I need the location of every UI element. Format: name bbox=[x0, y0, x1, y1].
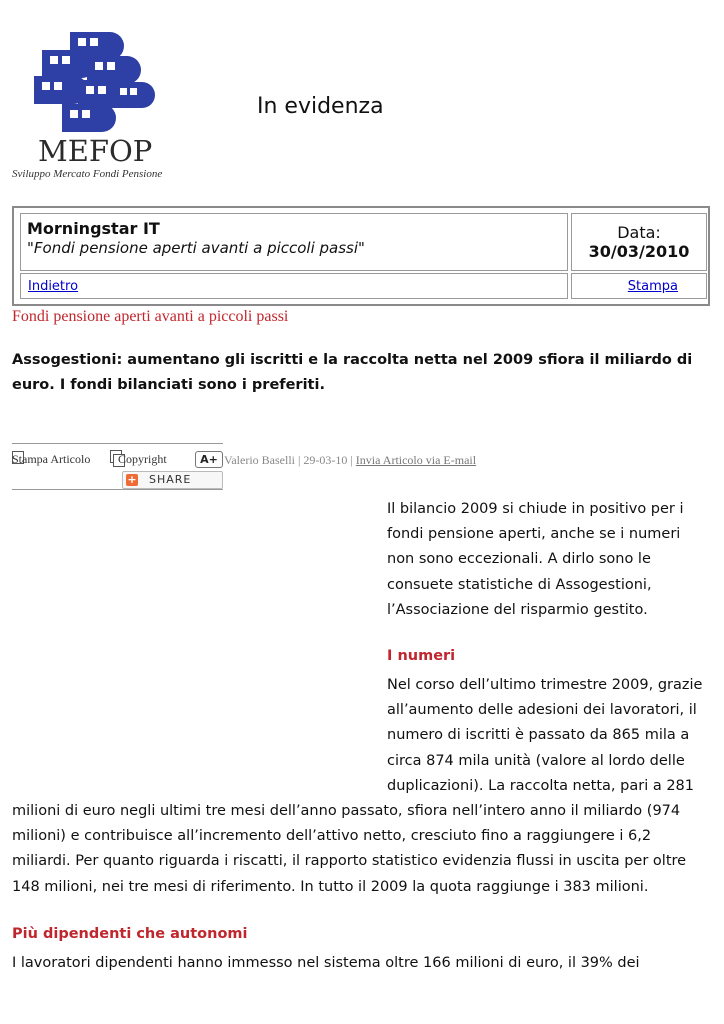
section-heading-employees: Più dipendenti che autonomi bbox=[12, 926, 248, 942]
section-heading-numbers: I numeri bbox=[387, 648, 456, 664]
byline-text: Valerio Baselli | 29-03-10 | bbox=[224, 453, 356, 467]
back-link[interactable]: Indietro bbox=[28, 279, 79, 294]
share-button[interactable] bbox=[122, 471, 223, 489]
quoted-title bbox=[27, 239, 365, 257]
paragraph-numbers-wide bbox=[12, 799, 722, 900]
date-value: 30/03/2010 bbox=[588, 242, 690, 261]
font-size-button[interactable]: A+ bbox=[195, 451, 223, 468]
quoted-title-text: Fondi pensione aperti avanti a piccoli passi bbox=[33, 239, 359, 257]
date-cell bbox=[571, 213, 707, 271]
text-line: numero di iscritti è passato da 865 mila a bbox=[387, 727, 690, 744]
source-cell bbox=[20, 213, 568, 271]
text-line: Il bilancio 2009 si chiude in positivo per i bbox=[387, 501, 684, 517]
byline bbox=[224, 453, 476, 468]
article-title: Fondi pensione aperti avanti a piccoli passi bbox=[12, 308, 289, 325]
back-cell bbox=[20, 273, 568, 299]
text-line: circa 874 mila unità (valore al lordo delle bbox=[387, 752, 685, 769]
text-line: all’aumento delle adesioni dei lavoratori, il bbox=[387, 702, 697, 719]
paragraph-employees: I lavoratori dipendenti hanno immesso nel sistema oltre 166 milioni di euro, il 39% dei bbox=[12, 955, 640, 971]
text-line: milioni) e contribuisce all’incremento dell’attivo netto, cresciuto fino a raggiungere i 6,2 bbox=[12, 828, 652, 845]
logo-wordmark: MEFOP bbox=[38, 134, 153, 168]
lead-line: Assogestioni: aumentano gli iscritti e la raccolta netta nel 2009 sfiora il miliardo di bbox=[12, 352, 693, 368]
paragraph-intro bbox=[387, 497, 717, 623]
print-article-link[interactable]: Stampa Articolo bbox=[12, 452, 91, 466]
share-plus-icon: + bbox=[127, 473, 137, 486]
toolbar-divider-bottom bbox=[12, 489, 223, 490]
logo-tagline: Sviluppo Mercato Fondi Pensione bbox=[12, 168, 163, 180]
article-header-box bbox=[12, 206, 710, 306]
text-line: milioni di euro negli ultimi tre mesi dell’anno passato, sfiora nell’intero anno il miliardo (974 bbox=[12, 803, 681, 819]
text-line: fondi pensione aperti, anche se i numeri bbox=[387, 526, 681, 543]
share-label: SHARE bbox=[149, 473, 192, 486]
article-lead bbox=[12, 348, 712, 398]
page-heading: In evidenza bbox=[257, 94, 384, 119]
email-article-link[interactable]: Invia Articolo via E-mail bbox=[355, 453, 477, 467]
text-line: non sono eccezionali. A dirlo sono le bbox=[387, 551, 651, 568]
text-line: miliardi. Per quanto riguarda i riscatti, il rapporto statistico evidenzia flussi in uscita per oltre bbox=[12, 853, 687, 870]
text-line: 148 milioni, nei tre mesi di riferimento. In tutto il 2009 la quota raggiunge i 383 milioni. bbox=[12, 878, 649, 895]
date-label: Data: bbox=[617, 223, 661, 242]
toolbar-divider-top bbox=[12, 443, 223, 444]
source-name: Morningstar IT bbox=[27, 219, 160, 238]
text-line: Nel corso dell’ultimo trimestre 2009, grazie bbox=[387, 677, 703, 693]
paragraph-numbers-narrow bbox=[387, 673, 717, 799]
print-link[interactable]: Stampa bbox=[627, 279, 678, 294]
text-line: l’Associazione del risparmio gestito. bbox=[387, 601, 648, 618]
logo-emblem-icon bbox=[12, 28, 172, 138]
copyright-link[interactable]: Copyright bbox=[118, 452, 167, 466]
text-line: consuete statistiche di Assogestioni, bbox=[387, 576, 652, 593]
quote-close: " bbox=[358, 239, 365, 257]
lead-line: euro. I fondi bilanciati sono i preferiti. bbox=[12, 377, 325, 393]
quote-open: " bbox=[27, 239, 34, 257]
print-cell bbox=[571, 273, 707, 299]
text-line: duplicazioni). La raccolta netta, pari a 281 bbox=[387, 777, 695, 794]
